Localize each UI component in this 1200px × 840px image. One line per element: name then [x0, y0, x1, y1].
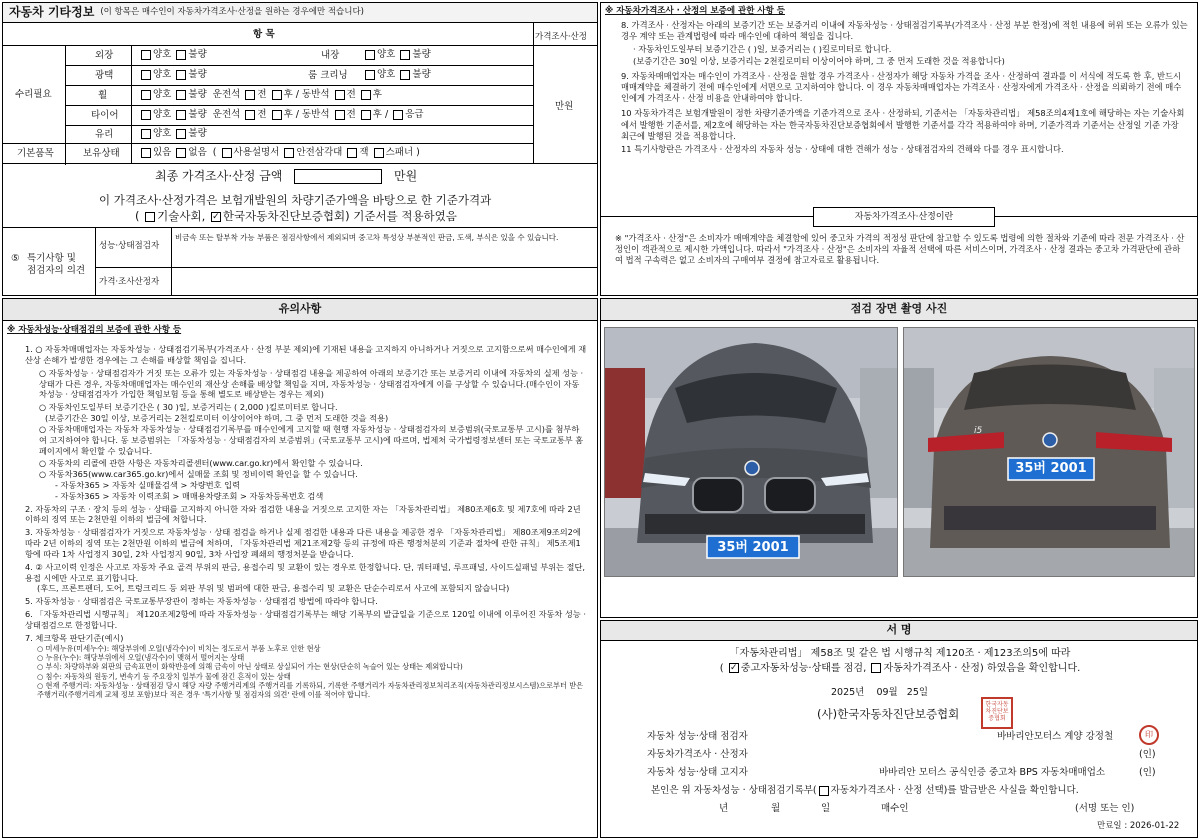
- tech-society-label: 기술사회,: [157, 209, 209, 223]
- issue-month: 09월: [876, 687, 898, 698]
- notifier-seal-mark: (인): [1139, 767, 1156, 778]
- manual-checkbox[interactable]: [222, 148, 232, 158]
- column-price-header: 가격조사·산정: [535, 32, 587, 42]
- confirm-year: 년: [719, 803, 729, 814]
- front-label: 전: [257, 109, 267, 120]
- note-1i: - 자동차365 > 자동차 이력조회 > 매매용차량조회 > 자동차등록번호 검색: [55, 490, 324, 501]
- note-1a: 1. ○ 자동차매매업자는 자동차성능 · 상태점검기록부(가격조사 · 산정 부분 제외)에 기재된 내용을 고지하지 아니하거나 거짓으로 고지함으로써 매수인에게 재산상 손해가 발생한 경우에는 그 손해를 배상할 책임을 집니다.: [25, 344, 587, 365]
- interior-bad-checkbox[interactable]: [400, 50, 410, 60]
- expiry-date: 만료일 : 2026-01-22: [1097, 821, 1180, 831]
- good-label: 양호: [153, 128, 172, 139]
- tire-passenger-front-checkbox[interactable]: [335, 110, 345, 120]
- clause-10: 10 자동차가격은 보험개발원이 정한 차량기준가액을 기준가격으로 조사 · 산정하되, 기준서는 「자동차관리법」 제58조의4제1호에 해당하는 자는 기술사회에서 발행한 기준서를, 제2호에 해당하는 자는 한국자동차진단보증협회에서 발행한 기준서를 각각 적용하여야 하며, 기준가격과 기준서는 산정일 기준 가장 최근에 발행된 것을 적용합니다.: [621, 108, 1185, 141]
- issue-date: [831, 687, 928, 699]
- paren-open: (: [719, 663, 727, 674]
- basis-line-2: [135, 209, 457, 224]
- price-unit-label: 만원: [555, 101, 574, 112]
- note-7c: ○ 부식: 차량하부와 외판의 금속표면이 화학반응에 의해 금속이 아닌 상태로 상실되어 가는 현상(단순히 녹슬어 있는 상태는 제외합니다): [37, 662, 463, 672]
- buyer-appraisal-checkbox[interactable]: [819, 786, 829, 796]
- notes-panel: [2, 298, 598, 838]
- clause-11: 11 특기사항란은 가격조사 · 산정자의 자동차 성능 · 상태에 대한 견해가 성능 · 상태점검자의 견해와 다를 경우 표시합니다.: [621, 143, 1064, 154]
- front-label: 전: [257, 89, 267, 100]
- note-4b: (후드, 프론트펜더, 도어, 트렁크리드 등 외판 부위 및 범퍼에 대한 판금, 용접수리 및 교환은 단순수리로서 사고에 포함되지 않습니다): [37, 583, 510, 594]
- wheel-passenger-rear-checkbox[interactable]: [361, 90, 371, 100]
- rear-label: 후: [372, 89, 382, 100]
- notes-title: 유의사항: [278, 302, 322, 316]
- tire-driver-front-checkbox[interactable]: [245, 110, 255, 120]
- bad-label: 불량: [188, 49, 207, 60]
- spanner-checkbox[interactable]: [374, 148, 384, 158]
- special-num: ⑤: [11, 253, 20, 264]
- basis-line-1: 이 가격조사·산정가격은 보험개발원의 차량기준가액을 바탕으로 한 기준가격과: [99, 193, 492, 207]
- rear-car-image: [904, 328, 1195, 577]
- performance-check-label: 중고자동차성능·상태를 점검,: [740, 663, 870, 674]
- sign-or-seal: (서명 또는 인): [1075, 803, 1135, 814]
- wheel-driver-rear-checkbox[interactable]: [272, 90, 282, 100]
- kadwa-label: 한국자동차진단보증협회) 기준서를 적용하였음: [222, 209, 457, 223]
- price-guarantee-panel: [600, 2, 1198, 296]
- confirm-day: 일: [821, 803, 831, 814]
- special-label-2: 점검자의 의견: [27, 265, 86, 276]
- appraisal-definition-title: 자동차가격조사·산정이란: [813, 207, 995, 227]
- section-note: (이 항목은 매수인이 자동차가격조사·산정을 원하는 경우에만 적습니다): [100, 6, 364, 17]
- note-7b: ○ 누유(누수): 해당부위에서 오일(냉각수)이 맺혀서 떨어지는 상태: [37, 652, 245, 662]
- exterior-good-checkbox[interactable]: [141, 50, 151, 60]
- front-label: 전: [346, 89, 356, 100]
- no-label: 없음: [188, 147, 207, 158]
- note-3: 3. 자동차성능 · 상태점검자가 거짓으로 자동차성능 · 상태 점검을 하거나 실제 점검한 내용과 다른 내용을 제공한 경우 「자동차관리법」 제80조제9조의2에 따라 2년 이하의 징역 또는 2천만원 이하의 벌금에 처하며, 「자동차관리법 제21조제2항 등의 규정에 따른 행정처분의 기준과 절차에 관한 규칙」 제5조제1항에 따라 1차 사업정지 30일, 2차 사업정지 90일, 3차 사업장 폐쇄의 행정처분을 받습니다.: [25, 527, 581, 559]
- note-7: 7. 체크항목 판단기준(예시): [25, 632, 124, 643]
- gloss-bad-checkbox[interactable]: [176, 70, 186, 80]
- glass-bad-checkbox[interactable]: [176, 129, 186, 139]
- note-7e: ○ 현재 주행거리: 자동차성능 · 상태점검 당시 해당 자량 주행거리계의 주행거리를 기록하되, 기록한 주행거리가 자동차관리정보처리조직(자동차관리정보시스템)으로부터 받은 주행거리(주행거리계 교체 정보 포함)보다 적은 경우 '특기사항 및 점검자의 의견' 란에 이를 적어야 합니다.: [37, 681, 584, 700]
- paren-open: (: [135, 209, 144, 223]
- note-1e: ○ 자동차매매업자는 자동차 자동차성능 · 상태점검기록부를 매수인에게 고지할 때 현행 자동차성능 · 상태점검자의 보증범위(국토교통부 고시)를 첨부하여 고지하여야 합니다. 동 보증범위는 「자동차성능 · 상태점검자의 보증범위」(국토교통부 고시)에 따르며, 법제처 국가법령정보센터 또는 국토교통부 홈페이지에서 확인할 수 있습니다.: [39, 423, 584, 456]
- inspector-value: 바바리안모터스 계양 강정철: [997, 731, 1114, 742]
- tire-label: 타이어: [91, 110, 119, 121]
- clause-8c: (보증기간은 30일 이상, 보증거리는 2천킬로미터 이상이어야 하며, 그 중 먼저 도래한 것을 적용합니다): [633, 55, 1005, 66]
- interior-label: 내장: [321, 50, 340, 61]
- gloss-options: [139, 69, 207, 81]
- vehicle-other-info-panel: [2, 2, 598, 296]
- driver-side-label: 운전석: [212, 109, 241, 120]
- tire-options: [139, 109, 424, 121]
- good-label: 양호: [153, 49, 172, 60]
- inspector-seal: 印: [1139, 725, 1159, 745]
- rear-passenger-label: 후 / 동반석: [283, 109, 330, 120]
- gloss-label: 광택: [95, 70, 114, 81]
- rear-badge: i5: [974, 426, 983, 436]
- note-7d: ○ 침수: 자동차의 원동기, 변속기 등 주요장치 일부가 물에 잠긴 흔적이 있는 상태: [37, 671, 291, 681]
- note-1h: - 자동차365 > 자동차 실매물검색 > 차량번호 입력: [55, 479, 240, 490]
- exterior-options: [139, 49, 207, 61]
- good-label: 양호: [153, 69, 172, 80]
- possession-options: [139, 147, 420, 159]
- inspector-opinion-text: 비금속 또는 탈부착 가능 부품은 점검사항에서 제외되며 중고차 특성상 부분적인 판금, 도색, 부식은 있을 수 있습니다.: [175, 233, 559, 242]
- inspector-sub-label: 성능·상태점검자: [99, 241, 160, 251]
- confirm-month: 월: [771, 803, 781, 814]
- good-label: 양호: [153, 109, 172, 120]
- confirm-text-a: 본인은 위 자동차성능 · 상태점검기록부(: [651, 785, 817, 796]
- final-price-input[interactable]: [294, 169, 382, 184]
- photos-header: [601, 299, 1197, 321]
- buyer-label: 매수인: [881, 803, 909, 814]
- performance-check-checkbox[interactable]: ✓: [730, 663, 738, 673]
- note-2: 2. 자동차의 구조 · 장치 등의 성능 · 상태를 고지하지 아니한 자와 점검한 내용을 거짓으로 고지한 자는 「자동차관리법」 제80조제6호 및 제7호에 따라 2년 이하의 징역 또는 2천만원 이하의 벌금에 처합니다.: [25, 503, 581, 525]
- price-guarantee-text: [601, 20, 1197, 155]
- rear-license-plate: 35버 2001: [1015, 461, 1087, 476]
- bad-label: 불량: [188, 69, 207, 80]
- final-price-row: [155, 169, 417, 185]
- signature-header: [601, 621, 1197, 641]
- clause-8: 8. 가격조사 · 산정자는 아래의 보증기간 또는 보증거리 이내에 자동차성능 · 상태점검기록부(가격조사 · 산정 부분 한정)에 적힌 내용에 허위 또는 오류가 있는 경우 계약 또는 관계법령에 따라 매수인에 대하여 책임을 집니다.: [621, 20, 1188, 42]
- rear-car-photo: [903, 327, 1195, 577]
- gloss-good-checkbox[interactable]: [141, 70, 151, 80]
- bad-label: 불량: [412, 49, 431, 60]
- manual-label: 사용설명서: [233, 147, 280, 158]
- signature-panel: [600, 620, 1198, 838]
- price-appraisal-checkbox[interactable]: [871, 663, 881, 673]
- bad-label: 불량: [188, 128, 207, 139]
- inspector-label: 자동차 성능·상태 점검자: [647, 731, 748, 742]
- note-1c: ○ 자동차인도일부터 보증기간은 ( 30 )일, 보증거리는 ( 2,000 )킬로미터로 합니다.: [39, 402, 338, 413]
- note-1d: (보증기간은 30일 이상, 보증거리는 2천킬로미터 이상이어야 하며, 그 중 먼저 도래한 것을 적용): [45, 413, 389, 424]
- confirm-text-b: 자동차가격조사 · 산정 선택)를 발급받은 사실을 확인합니다.: [830, 785, 1079, 796]
- signature-line-1: 「자동차관리법」 제58조 및 같은 법 시행규칙 제120조 · 제123조의5에 따라: [729, 648, 1071, 659]
- tire-driver-rear-checkbox[interactable]: [272, 110, 282, 120]
- notifier-label: 자동차 성능·상태 고지자: [647, 767, 748, 778]
- notifier-value: 바바리안 모터스 공식인증 중고차 BPS 자동차매매업소: [879, 767, 1106, 778]
- photos-panel: [600, 298, 1198, 618]
- price-appraisal-label: 자동차가격조사 · 산정) 하였음을 확인합니다.: [883, 663, 1081, 674]
- good-label: 양호: [377, 49, 396, 60]
- possession-no-checkbox[interactable]: [176, 148, 186, 158]
- interior-good-checkbox[interactable]: [365, 50, 375, 60]
- wheel-options: [139, 89, 382, 101]
- room-cleaning-options: [363, 69, 431, 81]
- jack-label: 잭: [359, 147, 369, 158]
- rear-passenger-label: 후 / 동반석: [283, 89, 330, 100]
- room-cleaning-bad-checkbox[interactable]: [400, 70, 410, 80]
- wheel-passenger-front-checkbox[interactable]: [335, 90, 345, 100]
- appraiser-label: 자동차가격조사 · 산정자: [647, 749, 748, 760]
- notes-heading: ※ 자동차성능·상태점검의 보증에 관한 사항 등: [7, 325, 182, 335]
- signature-line-2: [601, 662, 1198, 675]
- room-cleaning-label: 룸 크리닝: [308, 70, 348, 81]
- basic-items-label: 기본품목: [17, 148, 54, 159]
- notes-body: [3, 340, 597, 700]
- good-label: 양호: [153, 89, 172, 100]
- kadwa-checkbox[interactable]: ✓: [212, 211, 220, 222]
- wheel-good-checkbox[interactable]: [141, 90, 151, 100]
- exterior-bad-checkbox[interactable]: [176, 50, 186, 60]
- note-7a: ○ 미세누유(미세누수): 해당부위에 오일(냉각수)이 비치는 정도로서 부품 노후로 인한 현상: [37, 643, 321, 653]
- section-title: 자동차 기타정보: [9, 4, 95, 19]
- glass-good-checkbox[interactable]: [141, 129, 151, 139]
- bad-label: 불량: [412, 69, 431, 80]
- buyer-confirm-line: [651, 785, 1079, 797]
- photos-title: 점검 장면 촬영 사진: [850, 302, 948, 316]
- front-label: 전: [346, 109, 356, 120]
- room-cleaning-good-checkbox[interactable]: [365, 70, 375, 80]
- interior-options: [363, 49, 431, 61]
- issuing-organization: (사)한국자동차진단보증협회: [817, 707, 960, 721]
- wheel-bad-checkbox[interactable]: [176, 90, 186, 100]
- rear-label: 후 /: [372, 109, 389, 120]
- special-label-1: 특기사항 및: [27, 253, 76, 264]
- repair-needed-label: 수리필요: [15, 89, 52, 100]
- paren-open: (: [212, 147, 220, 158]
- note-1g: ○ 자동차365(www.car365.go.kr)에서 실매물 조회 및 정비이력 확인을 할 수 있습니다.: [39, 469, 358, 480]
- front-license-plate: 35버 2001: [717, 540, 789, 555]
- spanner-label: 스패너 ): [385, 147, 420, 158]
- possession-label: 보유상태: [83, 148, 120, 159]
- wheel-label: 휠: [98, 90, 108, 101]
- note-6: 6. 「자동차관리법 시행규칙」 제120조제2항에 따라 자동차성능 · 상태점검기록부는 해당 기록부의 발급일을 기준으로 120일 이내에 이루어진 자동차 성능 · 상태점검으로 한정합니다.: [25, 609, 586, 630]
- tire-good-checkbox[interactable]: [141, 110, 151, 120]
- bad-label: 불량: [188, 89, 207, 100]
- issue-day: 25일: [906, 687, 929, 698]
- good-label: 양호: [377, 69, 396, 80]
- tech-society-checkbox[interactable]: [145, 212, 155, 222]
- note-5: 5. 자동차성능 · 상태점검은 국토교통부장관이 정하는 자동차성능 · 상태점검 방법에 따라야 합니다.: [25, 596, 378, 607]
- signature-title: 서 명: [886, 623, 912, 637]
- organization-seal-text: 한국자동차진단보증협회: [985, 701, 1009, 722]
- issue-year: 2025년: [831, 687, 865, 698]
- clause-9: 9. 자동차매매업자는 매수인이 가격조사 · 산정을 원할 경우 가격조사 · 산정자가 해당 자동차 가격을 조사 · 산정하여 결과를 이 서식에 적도록 한 후, 반드시 매매계약을 체결하기 전에 매수인에게 서면으로 고지하여야 합니다. 이 경우 자동차매매업자는 가격조사 · 산정자에게 가격조사 · 산정을 의뢰하기 전에 매수인에게 가격조사 · 산정 비용을 안내하여야 합니다.: [621, 70, 1182, 104]
- note-4: 4. ② 사고이력 인정은 사고로 자동차 주요 골격 부위의 판금, 용접수리 및 교환이 있는 경우로 한정합니다. 단, 쿼터패널, 루프패널, 사이드실패널 부위는 절단, 용접 시에만 사고로 표기합니다.: [25, 561, 585, 583]
- price-guarantee-heading: ※ 자동차가격조사 · 산정의 보증에 관한 사항 등: [605, 6, 786, 16]
- appraiser-sub-label: 가격·조사산정자: [99, 277, 160, 287]
- final-price-unit: 만원: [394, 169, 418, 183]
- notes-header: [3, 299, 597, 321]
- tire-emergency-checkbox[interactable]: [393, 110, 403, 120]
- note-7-list: [25, 644, 587, 700]
- appraiser-seal-mark: (인): [1139, 749, 1156, 760]
- warning-triangle-checkbox[interactable]: [284, 148, 294, 158]
- wheel-driver-front-checkbox[interactable]: [245, 90, 255, 100]
- organization-seal: [981, 697, 1013, 729]
- warning-triangle-label: 안전삼각대: [296, 147, 343, 158]
- driver-side-label: 운전석: [212, 89, 241, 100]
- note-1f: ○ 자동차의 리콜에 관한 사항은 자동차리콜센터(www.car.go.kr)에서 확인할 수 있습니다.: [39, 458, 363, 469]
- tire-passenger-rear-checkbox[interactable]: [361, 110, 371, 120]
- possession-yes-checkbox[interactable]: [141, 148, 151, 158]
- tire-bad-checkbox[interactable]: [176, 110, 186, 120]
- clause-8b: · 자동차인도일부터 보증기간은 ( )일, 보증거리는 ( )킬로미터로 합니다.: [633, 44, 892, 55]
- yes-label: 있음: [153, 147, 172, 158]
- jack-checkbox[interactable]: [347, 148, 357, 158]
- glass-label: 유리: [95, 129, 114, 140]
- final-price-label: 최종 가격조사·산정 금액: [155, 169, 283, 183]
- front-car-photo: [604, 327, 898, 577]
- emergency-label: 응급: [405, 109, 424, 120]
- column-item-header: 항 목: [253, 29, 275, 40]
- bad-label: 불량: [188, 109, 207, 120]
- glass-options: [139, 128, 207, 140]
- exterior-label: 외장: [95, 50, 114, 61]
- appraisal-definition-text: ※ "가격조사 · 산정"은 소비자가 매매계약을 체결함에 있어 중고차 가격의 적정성 판단에 참고할 수 있도록 법령에 의한 절차와 기준에 따라 전문 가격조사 · 산정인이 객관적으로 제시한 가액입니다. 따라서 "가격조사 · 산정"은 소비자의 자율적 선택에 따른 서비스이며, 가격조사 · 산정 결과는 중고차 가격판단에 관하여 법적 구속력은 없고 소비자의 구매여부 결정에 참고자료로 활용됩니다.: [615, 233, 1185, 266]
- note-1b: ○ 자동차성능 · 상태점검자가 거짓 또는 오류가 있는 자동차성능 · 상태점검 내용을 제공하여 아래의 보증기간 또는 보증거리 이내에 자동차의 실제 성능 · 상태가 다른 경우, 자동차매매업자는 매수인의 재산상 손해를 배상할 책임을 지며, 자동차성능 · 상태점검자에게 이를 구상할 수 있습니다.(매수인이 자동차성능 · 상태점검자가 가입한 책임보험 등을 통해 별도로 배상받는 경우는 제외): [39, 367, 584, 400]
